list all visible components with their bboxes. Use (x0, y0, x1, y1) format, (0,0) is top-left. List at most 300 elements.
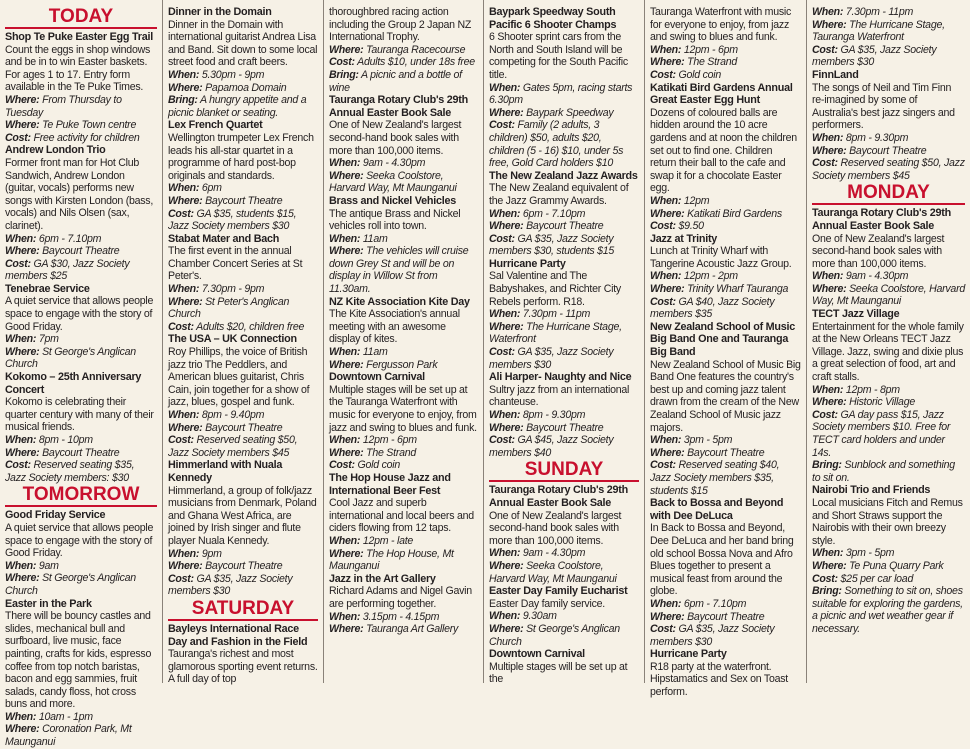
event-description: Easter Day family service. (489, 597, 605, 610)
event-detail (650, 296, 801, 321)
detail-value: 9am - 4.30pm (845, 270, 909, 283)
column-3 (323, 0, 483, 683)
detail-label: Where: (5, 93, 40, 106)
detail-label: Cost: (650, 220, 676, 233)
detail-label: Bring: (812, 585, 842, 598)
event-title: Downtown Carnival (329, 371, 425, 384)
event-listing (329, 6, 478, 94)
event-listing (812, 6, 965, 69)
event-listing (168, 119, 318, 232)
event-detail (489, 321, 639, 346)
event-detail (329, 346, 478, 359)
detail-value: Baycourt Theatre (687, 446, 765, 459)
event-title: TECT Jazz Village (812, 308, 900, 321)
event-detail (329, 459, 478, 472)
detail-value: $25 per car load (840, 572, 914, 585)
detail-label: Where: (5, 245, 40, 258)
event-detail (812, 409, 965, 459)
event-detail (812, 585, 965, 635)
event-detail (5, 119, 157, 132)
detail-label: Cost: (329, 56, 355, 69)
detail-value: Baycourt Theatre (205, 560, 283, 573)
detail-value: 9am - 4.30pm (362, 157, 426, 170)
detail-value: 8pm - 10pm (38, 434, 93, 446)
event-description: Count the eggs in shop windows and be in to win Easter baskets. For ages 1 to 17. Entry form available in the Te Puke Times. (5, 43, 151, 94)
event-description: Himmerland, a group of folk/jazz musicians from Denmark, Poland and Ghana West Africa, are joined by Irish singer and flute player Nuala Kennedy. (168, 484, 317, 547)
detail-label: Where: (489, 220, 524, 233)
event-detail (650, 208, 801, 221)
event-listing (489, 648, 639, 686)
event-title: The New Zealand Jazz Awards (489, 169, 638, 182)
event-listing (650, 648, 801, 698)
event-detail (5, 572, 157, 597)
event-title: Easter in the Park (5, 597, 92, 610)
detail-label: Where: (5, 723, 40, 736)
detail-value: Gates 5pm, racing starts 6.30pm (489, 81, 633, 107)
detail-value: GA $35, Jazz Society members $30 (650, 623, 775, 648)
detail-label: Cost: (812, 43, 838, 56)
detail-label: Where: (650, 283, 685, 296)
detail-value: St George's Anglican Church (5, 572, 136, 597)
detail-value: GA $35, students $15, Jazz Society members $30 (168, 207, 297, 233)
detail-value: 12pm - late (362, 534, 414, 547)
detail-label: Where: (489, 559, 524, 572)
event-detail (650, 270, 801, 283)
detail-label: Where: (168, 560, 203, 573)
event-description: A quiet service that allows people space to engage with the story of Good Friday. (5, 521, 154, 560)
detail-label: When: (812, 270, 844, 283)
event-description: The New Zealand equivalent of the Jazz Grammy Awards. (489, 182, 629, 207)
detail-value: Fergusson Park (366, 358, 438, 371)
event-title: Brass and Nickel Vehicles (329, 194, 456, 207)
event-listing (812, 308, 965, 484)
event-title: Easter Day Family Eucharist (489, 585, 628, 598)
detail-label: Where: (489, 320, 524, 333)
event-listing (5, 283, 157, 371)
detail-label: Where: (812, 282, 847, 295)
detail-value: St George's Anglican Church (5, 345, 136, 371)
event-detail (812, 547, 965, 560)
detail-value: Trinity Wharf Tauranga (687, 283, 789, 296)
detail-value: Sunblock and something to sit on. (812, 459, 955, 484)
detail-label: Cost: (168, 320, 194, 333)
detail-label: When: (650, 270, 682, 283)
event-detail (329, 623, 478, 636)
event-title: Back to Bossa and Beyond with Dee DeLuca (650, 497, 784, 522)
event-detail (329, 548, 478, 573)
detail-value: 12pm (683, 194, 710, 207)
event-title: Stabat Mater and Bach (168, 232, 280, 245)
detail-label: Cost: (489, 232, 515, 245)
detail-value: 3pm - 5pm (845, 547, 895, 560)
event-listing (650, 6, 801, 82)
detail-label: Cost: (5, 459, 31, 472)
event-description: Dinner in the Domain with international guitarist Andrea Lisa and Band. Sit down to some local street food and craft beers. (168, 18, 318, 69)
event-detail (812, 396, 965, 409)
event-title: Jazz at Trinity (650, 232, 718, 245)
detail-label: When: (329, 157, 361, 170)
detail-label: Cost: (650, 68, 676, 81)
column-4 (483, 0, 644, 686)
event-detail (168, 69, 318, 82)
detail-label: When: (5, 232, 37, 245)
event-detail (329, 447, 478, 460)
day-heading: SUNDAY (489, 460, 639, 482)
event-description: Roy Phillips, the voice of British jazz trio The Peddlers, and American blues guitarist, Chris Cain, join together for a show of jazz, blues, gospel and funk. (168, 346, 310, 409)
detail-label: Where: (329, 43, 364, 56)
detail-value: Gold coin (357, 459, 401, 472)
event-listing (168, 233, 318, 334)
detail-value: The Hurricane Stage, Tauranga Waterfront (812, 18, 945, 44)
detail-label: Cost: (650, 459, 676, 472)
event-description: The songs of Neil and Tim Finn re-imagined by some of Australia's best jazz singers and performers. (812, 81, 955, 132)
event-detail (489, 82, 639, 107)
event-detail (650, 434, 801, 447)
detail-value: Something to sit on, shoes suitable for exploring the gardens, a picnic and wet weather gear if necessary. (812, 585, 963, 635)
detail-label: When: (650, 43, 682, 56)
event-detail (812, 145, 965, 158)
event-detail (168, 422, 318, 435)
detail-value: 6pm (201, 182, 222, 195)
detail-label: Cost: (489, 119, 515, 132)
detail-label: When: (650, 194, 682, 207)
detail-value: 8pm - 9.30pm (522, 409, 586, 421)
event-detail (489, 547, 639, 560)
event-title: New Zealand School of Music Big Band One and Tauranga Big Band (650, 320, 796, 359)
event-detail (168, 560, 318, 573)
event-detail (5, 233, 157, 246)
detail-label: Where: (650, 446, 685, 459)
detail-label: Bring: (168, 94, 198, 107)
event-listing (489, 484, 639, 585)
event-description: Tauranga's richest and most glamorous sporting event returns. A full day of top (168, 648, 318, 686)
detail-value: 6pm - 7.10pm (522, 207, 586, 220)
detail-label: Where: (168, 81, 203, 94)
event-title: FinnLand (812, 68, 859, 81)
detail-value: GA $40, Jazz Society members $35 (650, 295, 775, 321)
detail-value: 12pm - 8pm (845, 383, 900, 396)
detail-value: Tauranga Racecourse (366, 43, 466, 56)
event-detail (5, 723, 157, 748)
detail-value: Baypark Speedway (526, 106, 614, 119)
detail-label: When: (168, 409, 200, 421)
detail-value: 8pm - 9.40pm (201, 409, 265, 421)
detail-value: 7.30pm - 11pm (522, 308, 591, 321)
detail-label: Where: (5, 119, 40, 132)
event-detail (650, 195, 801, 208)
detail-label: When: (329, 610, 361, 623)
detail-label: Where: (650, 56, 685, 69)
event-description: One of New Zealand's largest second-hand book sales with more than 100,000 items. (329, 119, 462, 157)
detail-label: When: (168, 547, 200, 560)
event-detail (5, 711, 157, 724)
detail-label: Where: (489, 106, 524, 119)
detail-label: When: (650, 597, 682, 610)
detail-value: Adults $10, under 18s free (357, 56, 475, 69)
detail-value: 12pm - 2pm (683, 270, 738, 283)
event-listing (329, 296, 478, 372)
event-detail (329, 535, 478, 548)
detail-label: Where: (329, 245, 364, 258)
event-listing (168, 623, 318, 686)
event-listing (812, 484, 965, 635)
event-listing (329, 94, 478, 195)
event-detail (489, 208, 639, 221)
detail-value: Seeka Coolstore, Harvard Way, Mt Maunganui (329, 169, 457, 195)
detail-value: 9pm (201, 547, 222, 560)
detail-label: When: (650, 434, 682, 447)
event-detail (5, 434, 157, 447)
detail-value: Gold coin (678, 68, 722, 81)
event-title: The Hop House Jazz and International Beer Fest (329, 471, 451, 497)
event-listing (329, 371, 478, 472)
event-detail (329, 233, 478, 246)
event-detail (489, 119, 639, 169)
day-heading: TOMORROW (5, 485, 157, 507)
event-description: The Kite Association's annual meeting with an awesome display of kites. (329, 308, 460, 346)
detail-label: Where: (329, 169, 364, 182)
event-detail (489, 233, 639, 258)
event-detail (168, 283, 318, 296)
detail-label: When: (489, 308, 521, 321)
event-description: One of New Zealand's largest second-hand book sales with more than 100,000 items. (812, 232, 945, 270)
detail-label: When: (5, 333, 37, 346)
event-detail (329, 69, 478, 94)
event-detail (650, 69, 801, 82)
detail-value: GA $35, Jazz Society members $30, students $15 (489, 232, 615, 258)
event-detail (329, 359, 478, 372)
day-heading: SATURDAY (168, 599, 318, 621)
detail-value: Seeka Coolstore, Harvard Way, Mt Maunganui (812, 282, 965, 308)
event-detail (812, 283, 965, 308)
event-listing (650, 233, 801, 321)
event-listing (5, 31, 157, 144)
detail-value: Papamoa Domain (205, 81, 287, 94)
event-detail (5, 560, 157, 573)
detail-value: 5.30pm - 9pm (201, 68, 265, 81)
detail-value: 7pm (38, 333, 59, 346)
event-detail (168, 573, 318, 598)
event-detail (168, 195, 318, 208)
event-listing (489, 170, 639, 258)
event-detail (5, 333, 157, 346)
event-detail (812, 19, 965, 44)
detail-label: When: (168, 182, 200, 195)
event-listing (650, 321, 801, 497)
detail-label: Where: (168, 421, 203, 434)
detail-value: 11am (362, 346, 388, 359)
event-description: New Zealand School of Music Big Band One features the country's best up and coming jazz talent drawn from the cream of the New Zealand School of Music jazz majors. (650, 358, 801, 434)
detail-value: A picnic and a bottle of wine (329, 68, 462, 94)
detail-label: When: (812, 547, 844, 560)
detail-value: GA $35, Jazz Society members $30 (812, 43, 937, 69)
detail-value: Baycourt Theatre (526, 220, 604, 233)
event-detail (329, 434, 478, 447)
day-heading: MONDAY (812, 183, 965, 205)
detail-label: Cost: (650, 623, 676, 636)
detail-value: Family (2 adults, 3 children) $50, adults $20, children (5 - 16) $10, under 5s free, Gold Card holders $10 (489, 119, 624, 170)
event-detail (5, 447, 157, 460)
event-title: Ali Harper- Naughty and Nice (489, 371, 632, 384)
detail-label: Cost: (489, 346, 515, 359)
detail-value: Baycourt Theatre (849, 144, 927, 157)
event-detail (489, 422, 639, 435)
event-description: Multiple stages will be set up at the (489, 660, 628, 686)
event-detail (168, 434, 318, 459)
detail-label: When: (329, 534, 361, 547)
detail-label: When: (489, 81, 521, 94)
event-detail (812, 459, 965, 484)
event-title: Bayleys International Race Day and Fashion in the Field (168, 622, 308, 648)
detail-value: A hungry appetite and a picnic blanket or seating. (168, 94, 307, 119)
event-title: NZ Kite Association Kite Day (329, 295, 470, 308)
detail-label: Cost: (329, 459, 355, 472)
event-listing (329, 195, 478, 296)
event-description: There will be bouncy castles and slides, mechanical bull and surfboard, live music, face painting, crafts for kids, espresso coffee from top notch baristas, bacon and egg sammies, fruit salads, candy floss, hot cross buns and more. (5, 610, 152, 711)
event-title: Baypark Speedway South Pacific 6 Shooter Champs (489, 6, 617, 31)
detail-value: The Strand (366, 446, 417, 459)
detail-label: When: (489, 409, 521, 421)
detail-value: Reserved seating $35, Jazz Society members: $30 (5, 459, 135, 484)
event-listing (5, 371, 157, 484)
event-detail (812, 270, 965, 283)
event-listing (650, 82, 801, 233)
detail-value: Baycourt Theatre (42, 446, 120, 459)
detail-label: When: (5, 559, 37, 572)
detail-label: When: (812, 383, 844, 396)
event-title: Tenebrae Service (5, 282, 90, 295)
detail-value: 3pm - 5pm (683, 434, 733, 447)
event-description: Dozens of coloured balls are hidden around the 10 acre gardens and at noon the children set out to find one. Children return their ball to the cafe and swap it for a chocolate Easter egg. (650, 106, 797, 195)
detail-label: When: (5, 434, 37, 446)
event-detail (329, 170, 478, 195)
event-detail (812, 132, 965, 145)
detail-label: When: (812, 6, 844, 18)
detail-label: Cost: (168, 207, 194, 220)
event-listing (168, 333, 318, 459)
event-description: One of New Zealand's largest second-hand book sales with more than 100,000 items. (489, 509, 622, 547)
detail-value: The Strand (687, 56, 738, 69)
detail-value: 10am - 1pm (38, 710, 93, 723)
event-detail (329, 44, 478, 57)
event-detail (168, 296, 318, 321)
event-description: Local musicians Fitch and Remus and Short Straws support the Nairobis with their own breezy style. (812, 496, 963, 547)
detail-label: Bring: (329, 68, 359, 81)
detail-label: Cost: (812, 572, 838, 585)
detail-value: St George's Anglican Church (489, 622, 620, 648)
detail-value: Historic Village (849, 396, 915, 409)
event-description: A quiet service that allows people space to engage with the story of Good Friday. (5, 295, 154, 333)
detail-value: GA $35, Jazz Society members $30 (489, 346, 614, 371)
detail-label: Cost: (5, 257, 31, 270)
event-description: 6 Shooter sprint cars from the North and South Island will be competing for the South Pacific title. (489, 31, 628, 81)
event-title: Shop Te Puke Easter Egg Trail (5, 31, 153, 43)
event-detail (650, 598, 801, 611)
event-title: Good Friday Service (5, 509, 106, 522)
event-detail (650, 56, 801, 69)
event-title: Downtown Carnival (489, 648, 585, 661)
detail-value: Adults $20, children free (196, 320, 305, 333)
detail-value: Reserved seating $50, Jazz Society members $45 (168, 434, 298, 459)
event-description: Sultry jazz from an international chanteuse. (489, 383, 630, 409)
detail-label: Where: (5, 572, 40, 585)
event-title: Katikati Bird Gardens Annual Great Easter Egg Hunt (650, 81, 793, 107)
event-listing (329, 472, 478, 573)
detail-label: When: (168, 283, 200, 296)
event-listing (489, 6, 639, 170)
detail-value: Katikati Bird Gardens (687, 207, 782, 220)
event-detail (812, 384, 965, 397)
detail-value: Reserved seating $50, Jazz Society members $45 (812, 157, 965, 182)
event-detail (5, 94, 157, 119)
event-title: Dinner in the Domain (168, 6, 272, 18)
event-title: Lex French Quartet (168, 119, 263, 132)
detail-value: St Peter's Anglican Church (168, 295, 290, 321)
detail-value: Baycourt Theatre (42, 245, 120, 258)
event-listing (5, 509, 157, 597)
detail-value: The vehicles will cruise down Grey St and will be on display in Willow St from 11.30am. (329, 245, 469, 296)
event-title: Nairobi Trio and Friends (812, 484, 931, 497)
event-detail (812, 6, 965, 19)
event-listing (168, 6, 318, 119)
detail-value: GA $35, Jazz Society members $30 (168, 572, 293, 598)
event-description: thoroughbred racing action including the Group 2 Japan NZ International Trophy. (329, 6, 472, 44)
event-title: Andrew London Trio (5, 144, 106, 157)
event-listing (812, 69, 965, 182)
event-detail (650, 283, 801, 296)
detail-value: From Thursday to Tuesday (5, 93, 122, 119)
event-title: Himmerland with Nuala Kennedy (168, 459, 283, 484)
detail-value: GA $30, Jazz Society members $25 (5, 257, 130, 283)
event-description: Kokomo is celebrating their quarter century with many of their musical friends. (5, 396, 154, 434)
event-description: Former front man for Hot Club Sandwich, Andrew London (guitar, vocals) performs new songs with Kirsten London (bass, vocals) and Nils Olsen (sax, clarinet). (5, 156, 154, 232)
detail-label: Cost: (812, 408, 838, 421)
event-listing (329, 573, 478, 636)
column-2 (162, 0, 323, 686)
event-description: The antique Brass and Nickel vehicles roll into town. (329, 207, 461, 233)
event-detail (168, 409, 318, 422)
detail-label: Where: (812, 559, 847, 572)
detail-label: Where: (489, 421, 524, 434)
detail-value: 9.30am (522, 610, 557, 623)
detail-label: When: (489, 207, 521, 220)
detail-value: Te Puna Quarry Park (849, 559, 944, 572)
event-detail (489, 107, 639, 120)
detail-label: Where: (812, 18, 847, 31)
event-detail (812, 560, 965, 573)
event-detail (168, 208, 318, 233)
event-listing (489, 371, 639, 459)
event-listing (5, 144, 157, 283)
event-description: Tauranga Waterfront with music for everyone to enjoy, from jazz and swing to blues and funk. (650, 6, 792, 44)
event-description: Lunch at Trinity Wharf with Tangerine Acoustic Jazz Group. (650, 245, 792, 270)
event-detail (812, 157, 965, 182)
event-detail (812, 44, 965, 69)
detail-value: 6pm - 7.10pm (38, 232, 102, 245)
event-detail (168, 321, 318, 334)
event-description: Entertainment for the whole family at the New Orleans TECT Jazz Village. Jazz, swing and dixie plus a great selection of food, art and craft stalls. (812, 320, 964, 384)
event-title: Jazz in the Art Gallery (329, 572, 436, 585)
detail-label: When: (489, 547, 521, 560)
event-detail (329, 611, 478, 624)
event-detail (168, 182, 318, 195)
detail-value: GA $45, Jazz Society members $40 (489, 434, 614, 459)
event-title: Hurricane Party (489, 257, 566, 270)
event-description: The first event in the annual Chamber Concert Series at St Peter's. (168, 245, 303, 283)
event-detail (812, 573, 965, 586)
event-description: Wellington trumpeter Lex French leads his all-star quartet in a programme of hard post-bop originals and standards. (168, 131, 314, 182)
event-detail (168, 82, 318, 95)
